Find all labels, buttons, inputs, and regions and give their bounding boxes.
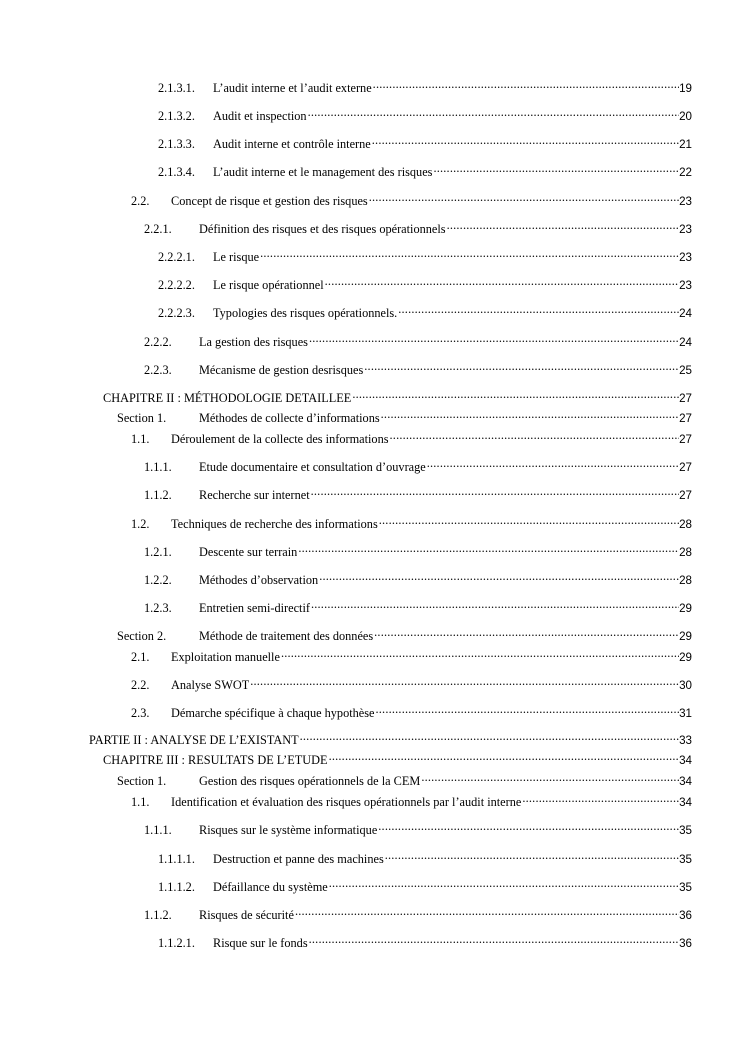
- toc-entry-number: 2.2.: [131, 678, 150, 692]
- toc-entry-title: Concept de risque et gestion des risques: [171, 194, 368, 208]
- toc-entry-number: 1.2.1.: [144, 545, 172, 559]
- toc-leader-dots: [308, 330, 679, 346]
- toc-entry-number: 2.1.3.1.: [158, 81, 195, 95]
- toc-leader-dots: [363, 358, 679, 374]
- toc-leader-dots: [328, 748, 680, 764]
- toc-entry: [158, 132, 692, 151]
- toc-entry: [158, 301, 692, 320]
- toc-entry-number: 1.1.1.1.: [158, 852, 195, 866]
- toc-entry-number: 2.2.1.: [144, 222, 172, 236]
- toc-entry-page: 31: [679, 707, 692, 720]
- toc-entry-title: Le risque: [213, 250, 260, 264]
- toc-leader-dots: [420, 769, 679, 785]
- toc-entry: [158, 847, 692, 866]
- toc-entry: [144, 540, 692, 559]
- toc-entry-number: 2.1.3.2.: [158, 109, 195, 123]
- toc-entry: [144, 483, 692, 502]
- toc-leader-dots: [373, 624, 679, 640]
- toc-entry-title: PARTIE II : ANALYSE DE L’EXISTANT: [89, 733, 299, 747]
- toc-entry-title: Méthodes d’observation: [199, 573, 319, 587]
- toc-entry-number: Section 2.: [117, 629, 167, 643]
- toc-leader-dots: [259, 245, 679, 261]
- toc-leader-dots: [324, 273, 679, 289]
- toc-entry-number: 2.3.: [131, 706, 150, 720]
- toc-entry-number: 2.2.: [131, 194, 150, 208]
- toc-leader-dots: [351, 386, 679, 402]
- toc-entry-number: 2.2.2.3.: [158, 306, 195, 320]
- toc-entry-title: Descente sur terrain: [199, 545, 298, 559]
- toc-entry-title: Méthode de traitement des données: [199, 629, 374, 643]
- toc-entry-title: Risque sur le fonds: [213, 936, 308, 950]
- toc-entry-title: Démarche spécifique à chaque hypothèse: [171, 706, 375, 720]
- toc-entry: [158, 76, 692, 95]
- toc-entry-page: 33: [679, 734, 692, 747]
- toc-leader-dots: [249, 673, 679, 689]
- toc-entry-page: 23: [679, 279, 692, 292]
- toc-leader-dots: [328, 875, 679, 891]
- toc-entry-number: 2.1.3.4.: [158, 165, 195, 179]
- toc-leader-dots: [280, 645, 679, 661]
- toc-entry-page: 29: [679, 630, 692, 643]
- toc-leader-dots: [378, 512, 679, 528]
- toc-entry-number: 2.2.3.: [144, 363, 172, 377]
- toc-entry-title: Risques sur le système informatique: [199, 823, 378, 837]
- toc-entry-page: 36: [679, 909, 692, 922]
- toc-entry-title: Mécanisme de gestion desrisques: [199, 363, 364, 377]
- toc-entry-page: 23: [679, 195, 692, 208]
- toc-entry-title: CHAPITRE III : RESULTATS DE L’ETUDE: [103, 753, 328, 767]
- toc-entry-title: Typologies des risques opérationnels.: [213, 306, 398, 320]
- toc-leader-dots: [372, 76, 679, 92]
- toc-entry-number: Section 1.: [117, 411, 167, 425]
- toc-entry-page: 28: [679, 546, 692, 559]
- toc-entry-page: 23: [679, 251, 692, 264]
- toc-entry-number: Section 1.: [117, 774, 167, 788]
- toc-entry: [131, 645, 692, 664]
- toc-entry: [158, 245, 692, 264]
- toc-entry-title: Audit et inspection: [213, 109, 307, 123]
- toc-leader-dots: [307, 104, 680, 120]
- toc-entry-page: 27: [679, 433, 692, 446]
- toc-leader-dots: [375, 701, 680, 717]
- toc-entry-page: 27: [679, 412, 692, 425]
- toc-entry: [158, 160, 692, 179]
- toc-entry-title: Etude documentaire et consultation d’ouvrage: [199, 460, 426, 474]
- toc-entry-title: Le risque opérationnel: [213, 278, 324, 292]
- toc-leader-dots: [426, 455, 679, 471]
- toc-entry-number: 1.1.1.2.: [158, 880, 195, 894]
- toc-entry-title: Audit interne et contrôle interne: [213, 137, 371, 151]
- toc-entry: [131, 427, 692, 446]
- toc-entry: [144, 330, 692, 349]
- toc-leader-dots: [297, 540, 679, 556]
- toc-entry-title: Analyse SWOT: [171, 678, 250, 692]
- toc-leader-dots: [308, 931, 679, 947]
- toc-entry-page: 20: [679, 110, 692, 123]
- toc-entry-page: 35: [679, 881, 692, 894]
- toc-entry: [117, 769, 692, 788]
- toc-entry-number: 1.1.2.: [144, 488, 172, 502]
- toc-entry-page: 21: [679, 138, 692, 151]
- toc-entry: [144, 903, 692, 922]
- toc-leader-dots: [380, 406, 679, 422]
- toc-entry-number: 2.2.2.: [144, 335, 172, 349]
- toc-entry-page: 34: [679, 775, 692, 788]
- toc-entry: [144, 217, 692, 236]
- toc-entry: [103, 748, 692, 767]
- toc-entry-page: 36: [679, 937, 692, 950]
- toc-entry: [89, 728, 692, 747]
- toc-entry-number: 1.1.2.1.: [158, 936, 195, 950]
- toc-leader-dots: [294, 903, 679, 919]
- toc-entry-title: Exploitation manuelle: [171, 650, 280, 664]
- toc-entry-title: Techniques de recherche des informations: [171, 517, 378, 531]
- toc-entry-title: Gestion des risques opérationnels de la CEM: [199, 774, 421, 788]
- toc-entry: [117, 406, 692, 425]
- toc-entry-title: Entretien semi-directif: [199, 601, 310, 615]
- toc-entry-title: Méthodes de collecte d’informations: [199, 411, 380, 425]
- toc-entry-page: 24: [679, 336, 692, 349]
- toc-entry-number: 2.2.2.1.: [158, 250, 195, 264]
- toc-entry-number: 1.2.: [131, 517, 150, 531]
- toc-leader-dots: [310, 483, 679, 499]
- toc-entry-number: 2.1.: [131, 650, 150, 664]
- toc-entry: [158, 273, 692, 292]
- toc-leader-dots: [446, 217, 680, 233]
- toc-entry: [158, 875, 692, 894]
- toc-entry-page: 25: [679, 364, 692, 377]
- toc-leader-dots: [389, 427, 680, 443]
- toc-entry-title: Recherche sur internet: [199, 488, 310, 502]
- toc-entry-page: 27: [679, 489, 692, 502]
- toc-entry: [131, 790, 692, 809]
- toc-leader-dots: [397, 301, 679, 317]
- toc-entry-title: Identification et évaluation des risques opérationnels par l’audit interne: [171, 795, 522, 809]
- toc-entry-page: 22: [679, 166, 692, 179]
- toc-entry-page: 27: [679, 392, 692, 405]
- toc-leader-dots: [384, 847, 679, 863]
- toc-entry: [144, 358, 692, 377]
- toc-entry-number: 2.2.2.2.: [158, 278, 195, 292]
- toc-entry-number: 1.1.2.: [144, 908, 172, 922]
- toc-entry-title: L’audit interne et l’audit externe: [213, 81, 372, 95]
- toc-entry-title: L’audit interne et le management des risques: [213, 165, 433, 179]
- toc-entry-number: 1.1.1.: [144, 460, 172, 474]
- toc-entry-page: 24: [679, 307, 692, 320]
- toc-leader-dots: [432, 160, 679, 176]
- toc-entry-page: 23: [679, 223, 692, 236]
- toc-entry-title: Défaillance du système: [213, 880, 328, 894]
- toc-entry-page: 30: [679, 679, 692, 692]
- toc-entry: [117, 624, 692, 643]
- toc-leader-dots: [299, 728, 679, 744]
- toc-entry: [144, 818, 692, 837]
- toc-entry-number: 2.1.3.3.: [158, 137, 195, 151]
- toc-entry-page: 29: [679, 602, 692, 615]
- toc-entry: [103, 386, 692, 405]
- toc-entry: [144, 596, 692, 615]
- toc-entry-page: 27: [679, 461, 692, 474]
- toc-entry: [131, 673, 692, 692]
- toc-leader-dots: [318, 568, 679, 584]
- toc-entry: [158, 104, 692, 123]
- toc-entry-page: 34: [679, 796, 692, 809]
- toc-entry-page: 34: [679, 754, 692, 767]
- toc-entry: [144, 568, 692, 587]
- toc-entry-title: Risques de sécurité: [199, 908, 294, 922]
- toc-entry: [131, 512, 692, 531]
- toc-entry-title: Déroulement de la collecte des informations: [171, 432, 389, 446]
- toc-entry-number: 1.2.2.: [144, 573, 172, 587]
- toc-leader-dots: [368, 189, 679, 205]
- toc-entry-number: 1.1.: [131, 795, 150, 809]
- toc-entry-title: La gestion des risques: [199, 335, 308, 349]
- toc-leader-dots: [310, 596, 679, 612]
- toc-entry-page: 29: [679, 651, 692, 664]
- toc-leader-dots: [377, 818, 679, 834]
- toc-entry: [158, 931, 692, 950]
- toc-entry: [131, 701, 692, 720]
- toc-leader-dots: [521, 790, 679, 806]
- toc-entry-page: 28: [679, 518, 692, 531]
- toc-entry-title: Définition des risques et des risques opérationnels: [199, 222, 446, 236]
- toc-entry: [131, 189, 692, 208]
- toc-entry-page: 19: [679, 82, 692, 95]
- toc-entry-number: 1.1.: [131, 432, 150, 446]
- toc-entry-number: 1.2.3.: [144, 601, 172, 615]
- toc-entry-title: Destruction et panne des machines: [213, 852, 384, 866]
- toc-leader-dots: [371, 132, 679, 148]
- toc-entry-title: CHAPITRE II : MÉTHODOLOGIE DETAILLEE: [103, 391, 352, 405]
- toc-entry-page: 35: [679, 853, 692, 866]
- toc-entry-page: 35: [679, 824, 692, 837]
- toc-entry-number: 1.1.1.: [144, 823, 172, 837]
- toc-entry: [144, 455, 692, 474]
- toc-entry-page: 28: [679, 574, 692, 587]
